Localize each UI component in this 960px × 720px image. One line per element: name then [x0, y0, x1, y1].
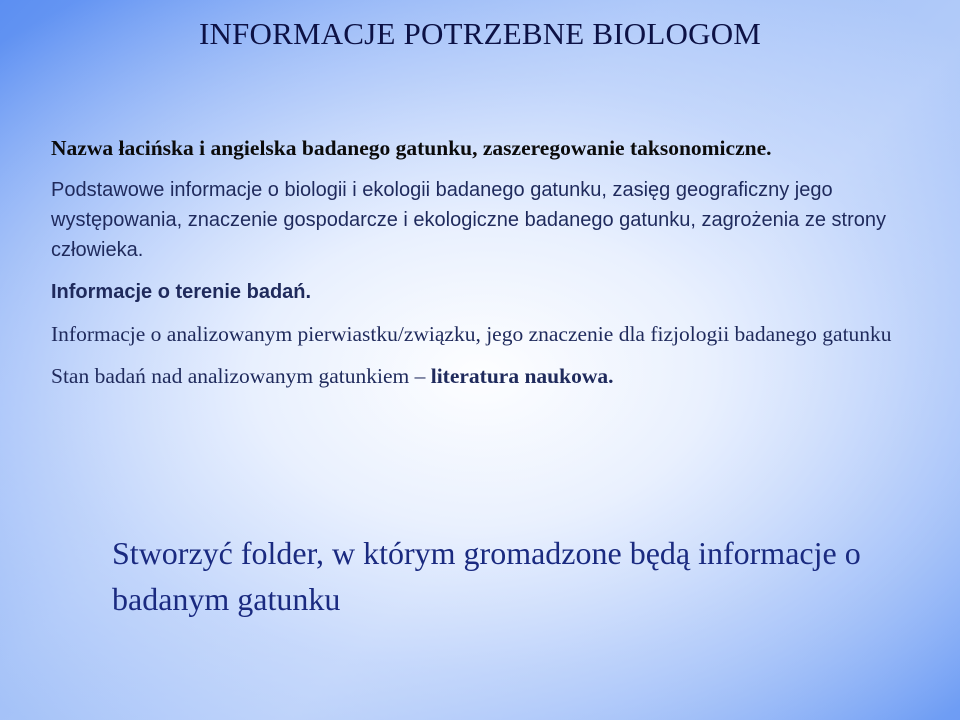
slide-title: INFORMACJE POTRZEBNE BIOLOGOM: [198, 16, 762, 51]
closing-statement: Stworzyć folder, w którym gromadzone będą informacje o badanym gatunku: [112, 535, 861, 617]
research-state-emphasis: literatura naukowa.: [430, 364, 614, 388]
slide-body: [51, 133, 921, 403]
paragraph-taxonomy: Nazwa łacińska i angielska badanego gatunku, zaszeregowanie taksonomiczne.: [51, 136, 772, 160]
paragraph-element-compound: Informacje o analizowanym pierwiastku/związku, jego znaczenie dla fizjologii badanego gatunku: [51, 322, 892, 346]
paragraph-study-area: Informacje o terenie badań.: [51, 281, 312, 303]
paragraph-research-state: [51, 361, 921, 391]
research-state-lead: Stan badań nad analizowanym gatunkiem –: [51, 364, 431, 388]
paragraph-biology-ecology: Podstawowe informacje o biologii i ekologii badanego gatunku, zasięg geograficzny jego występowania, znaczenie gospodarcze i ekologiczne badanego gatunku, zagrożenia ze strony człowieka.: [51, 179, 886, 261]
